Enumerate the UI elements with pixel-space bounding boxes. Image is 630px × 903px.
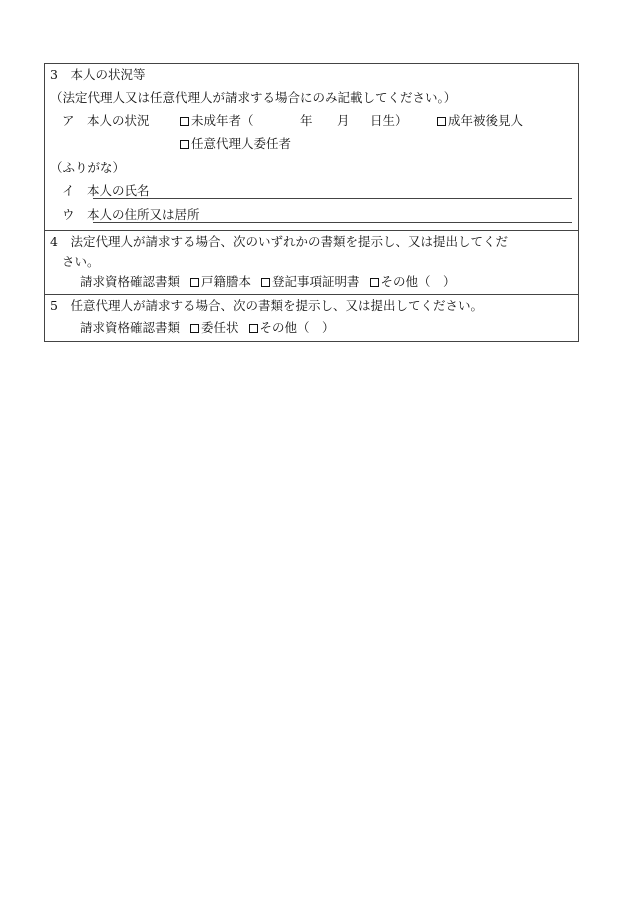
section-legal-agent-docs [45, 231, 578, 295]
birth-day-unit: 日生） [370, 113, 408, 128]
birth-year-unit: 年 [300, 113, 313, 128]
section3-note: （法定代理人又は任意代理人が請求する場合にのみ記載してください。） [50, 90, 457, 105]
request-form-frame [44, 63, 579, 342]
section5-other-label: その他（ ） [259, 320, 335, 335]
birth-month-unit: 月 [337, 113, 350, 128]
family-register-label: 戸籍謄本 [201, 274, 252, 289]
furigana-label: （ふりがな） [50, 160, 126, 175]
section5-docs-label: 請求資格確認書類 [80, 320, 181, 335]
power-of-attorney-checkbox[interactable] [190, 324, 199, 333]
adult-ward-label: 成年被後見人 [448, 113, 524, 128]
adult-ward-option [437, 113, 523, 129]
family-register-checkbox[interactable] [190, 278, 199, 287]
principal-address-field[interactable] [93, 222, 572, 223]
principal-name-field[interactable] [93, 198, 572, 199]
section4-heading-line2: さい。 [62, 254, 100, 269]
principal-name-label: イ 本人の氏名 [62, 183, 150, 198]
adult-ward-checkbox[interactable] [437, 117, 446, 126]
section3-heading: 3 本人の状況等 [50, 67, 146, 82]
section-principal-status [45, 64, 578, 231]
delegator-checkbox[interactable] [180, 140, 189, 149]
minor-label: 未成年者（ [191, 113, 254, 128]
registry-certificate-checkbox[interactable] [261, 278, 270, 287]
section4-heading-line1: 4 法定代理人が請求する場合、次のいずれかの書類を提示し、又は提出してくだ [50, 234, 508, 249]
section4-other-label: その他（ ） [380, 274, 456, 289]
minor-checkbox[interactable] [180, 117, 189, 126]
registry-certificate-label: 登記事項証明書 [272, 274, 360, 289]
status-label: ア 本人の状況 [62, 113, 150, 128]
delegator-option [180, 136, 291, 152]
section4-other-checkbox[interactable] [370, 278, 379, 287]
minor-option [180, 113, 254, 129]
section5-heading: 5 任意代理人が請求する場合、次の書類を提示し、又は提出してください。 [50, 298, 483, 313]
section4-docs-label: 請求資格確認書類 [80, 274, 181, 289]
principal-address-label: ウ 本人の住所又は居所 [62, 207, 200, 222]
power-of-attorney-label: 委任状 [201, 320, 239, 335]
section5-other-checkbox[interactable] [249, 324, 258, 333]
delegator-label: 任意代理人委任者 [191, 136, 292, 151]
section-voluntary-agent-docs [45, 295, 578, 341]
section4-docs-row [80, 274, 456, 290]
section5-docs-row [80, 320, 335, 336]
